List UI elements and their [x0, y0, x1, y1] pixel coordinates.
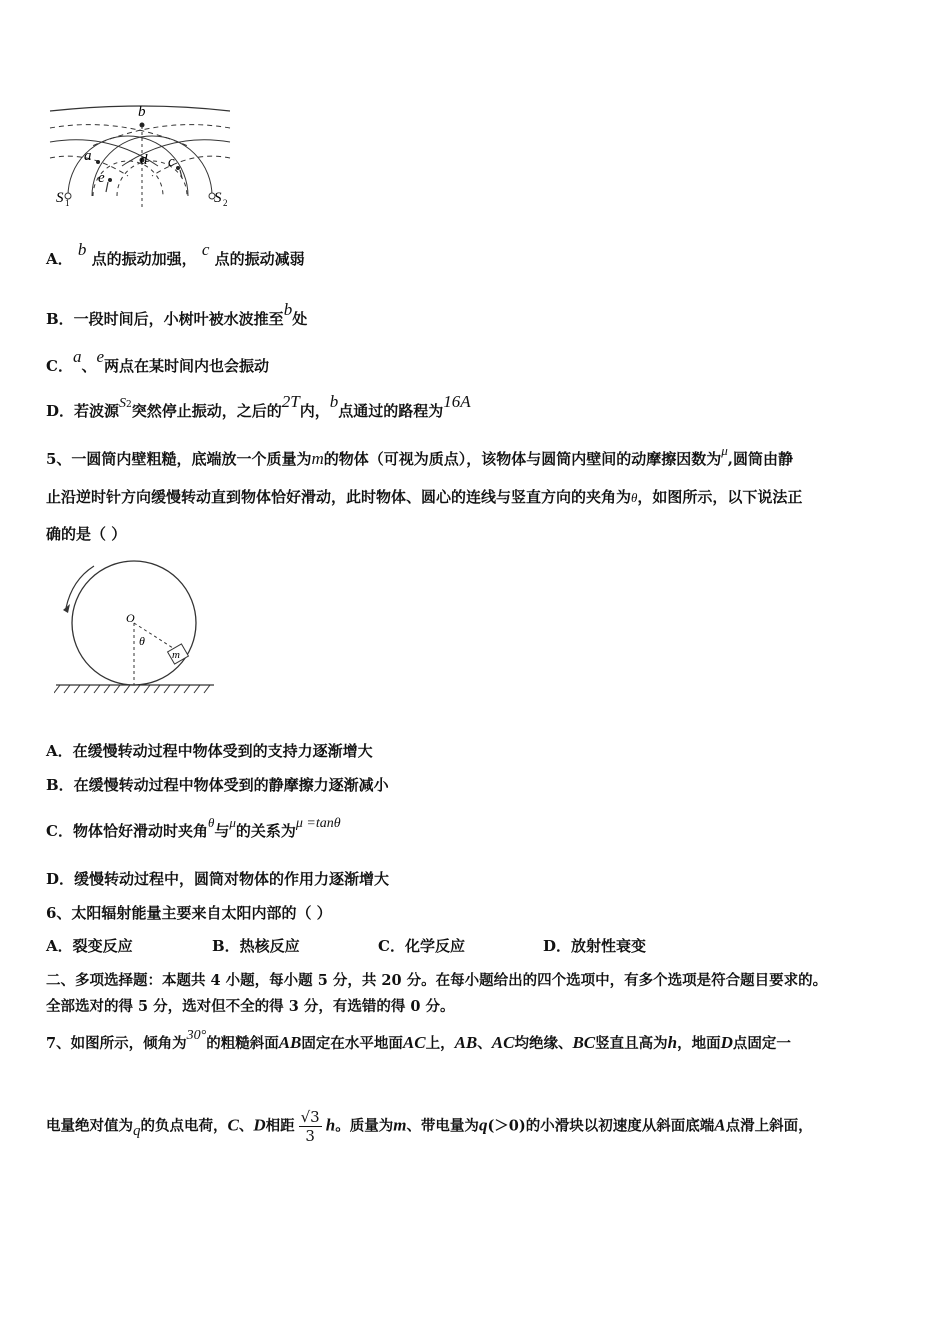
label-s1-sub: 1 — [65, 198, 70, 208]
label-s1: S — [56, 190, 64, 206]
label-s2: S — [214, 190, 222, 206]
label-e: e — [98, 170, 105, 186]
label-m: m — [172, 649, 180, 661]
label-s2-sub: 2 — [223, 198, 228, 208]
label-b: b — [138, 104, 146, 120]
cylinder-figure — [54, 558, 219, 700]
q6-option-d: D．放射性衰变 — [543, 937, 647, 955]
section2-line2: 全部选对的得 5 分，选对但不全的得 3 分，有选错的得 0 分。 — [46, 998, 455, 1015]
q6-option-a: A．裂变反应 — [46, 937, 133, 955]
q5-stem-line3: 确的是（ ） — [46, 525, 127, 543]
fraction-sqrt3-over-3: $\frac{√3}{3}$ — [300, 1108, 320, 1145]
label-theta: θ — [139, 634, 145, 648]
q6-option-c: C．化学反应 — [378, 937, 465, 955]
q5-stem-line1: 5、一圆筒内壁粗糙，底端放一个质量为m的物体（可视为质点），该物体与圆筒内壁间的动摩擦因数为μ,圆筒由静 — [46, 443, 794, 468]
q5-option-a: A．在缓慢转动过程中物体受到的支持力逐渐增大 — [46, 742, 373, 760]
wave-interference-figure — [48, 96, 238, 216]
label-a: a — [84, 148, 92, 164]
q5-option-b: B．在缓慢转动过程中物体受到的静摩擦力逐渐减小 — [46, 776, 389, 794]
q5-stem-line2: 止沿逆时针方向缓慢转动直到物体恰好滑动，此时物体、圆心的连线与竖直方向的夹角为θ，如图所示，以下说法正 — [46, 488, 803, 506]
q4-option-b: B．一段时间后，小树叶被水波推至b处 — [46, 300, 308, 328]
label-c: c — [168, 154, 175, 170]
section2-line1: 二、多项选择题：本题共 4 小题，每小题 5 分，共 20 分。在每小题给出的四个选项中，有多个选项是符合题目要求的。 — [46, 972, 828, 989]
label-o: O — [126, 611, 135, 625]
q4-option-a: A． b 点的振动加强， c 点的振动减弱 — [46, 240, 305, 268]
q7-stem-line1: 7、如图所示，倾角为30°的粗糙斜面AB固定在水平地面AC上，AB、AC均绝缘、BC竖直且高为h，地面D点固定一 — [46, 1028, 791, 1052]
q6-stem: 6、太阳辐射能量主要来自太阳内部的（ ） — [46, 904, 332, 922]
q5-option-c: C．物体恰好滑动时夹角θ与μ的关系为μ =tanθ — [46, 815, 341, 840]
q4-option-c: C．a、e两点在某时间内也会振动 — [46, 347, 270, 375]
q4-option-d: D．若波源$S^2$突然停止振动，之后的2T内，b点通过的路程为16A — [46, 392, 471, 420]
q7-stem-line2: 电量绝对值为q的负点电荷，C、D相距 $\frac{√3}{3}$ h。质量为m、带电量为q(＞0)的小滑块以初速度从斜面底端A点滑上斜面， — [46, 1108, 813, 1145]
label-d: d — [140, 152, 148, 168]
q6-option-b: B．热核反应 — [212, 937, 300, 955]
q5-option-d: D．缓慢转动过程中，圆筒对物体的作用力逐渐增大 — [46, 870, 390, 888]
